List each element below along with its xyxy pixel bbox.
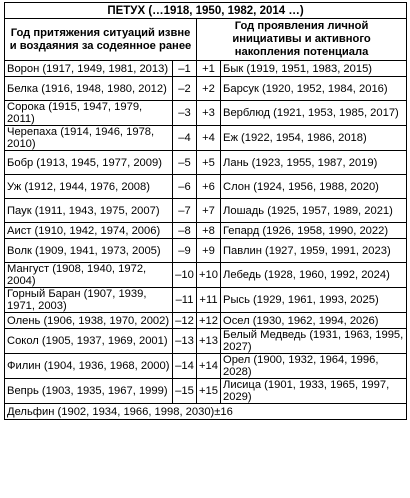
- right-animal-cell: Лисица (1901, 1933, 1965, 1997, 2029): [221, 379, 407, 404]
- minus-offset-cell: –8: [173, 223, 197, 239]
- plus-offset-cell: +1: [197, 61, 221, 77]
- minus-offset-cell: –9: [173, 239, 197, 263]
- right-animal-cell: Бык (1919, 1951, 1983, 2015): [221, 61, 407, 77]
- minus-offset-cell: –4: [173, 126, 197, 151]
- left-animal-cell: Паук (1911, 1943, 1975, 2007): [5, 199, 173, 223]
- minus-offset-cell: –1: [173, 61, 197, 77]
- table-row: [5, 101, 407, 126]
- plus-offset-cell: +9: [197, 239, 221, 263]
- table-row: [5, 77, 407, 101]
- rooster-compatibility-table: [4, 2, 407, 420]
- table-row: [5, 151, 407, 175]
- minus-offset-cell: –6: [173, 175, 197, 199]
- table-row: [5, 354, 407, 379]
- plus-offset-cell: +4: [197, 126, 221, 151]
- table-row: [5, 223, 407, 239]
- table-title: ПЕТУХ (…1918, 1950, 1982, 2014 …): [5, 3, 407, 19]
- left-animal-cell: Бобр (1913, 1945, 1977, 2009): [5, 151, 173, 175]
- right-animal-cell: Лань (1923, 1955, 1987, 2019): [221, 151, 407, 175]
- right-animal-cell: Орел (1900, 1932, 1964, 1996, 2028): [221, 354, 407, 379]
- right-column-header: Год проявления личной инициативы и активного накопления потенциала: [197, 19, 407, 61]
- left-animal-cell: Ворон (1917, 1949, 1981, 2013): [5, 61, 173, 77]
- table-row: [5, 199, 407, 223]
- minus-offset-cell: –12: [173, 313, 197, 329]
- plus-offset-cell: +3: [197, 101, 221, 126]
- right-animal-cell: Слон (1924, 1956, 1988, 2020): [221, 175, 407, 199]
- table-row: [5, 329, 407, 354]
- right-animal-cell: Верблюд (1921, 1953, 1985, 2017): [221, 101, 407, 126]
- left-animal-cell: Вепрь (1903, 1935, 1967, 1999): [5, 379, 173, 404]
- right-animal-cell: Гепард (1926, 1958, 1990, 2022): [221, 223, 407, 239]
- table-row: [5, 61, 407, 77]
- plus-offset-cell: +14: [197, 354, 221, 379]
- minus-offset-cell: –14: [173, 354, 197, 379]
- left-column-header: Год притяжения ситуаций извне и воздаяния за содеянное ранее: [5, 19, 197, 61]
- plus-offset-cell: +2: [197, 77, 221, 101]
- right-animal-cell: Лошадь (1925, 1957, 1989, 2021): [221, 199, 407, 223]
- plus-offset-cell: +5: [197, 151, 221, 175]
- table-header-row: [5, 19, 407, 61]
- right-animal-cell: Еж (1922, 1954, 1986, 2018): [221, 126, 407, 151]
- minus-offset-cell: –2: [173, 77, 197, 101]
- right-animal-cell: Осел (1930, 1962, 1994, 2026): [221, 313, 407, 329]
- left-animal-cell: Горный Баран (1907, 1939, 1971, 2003): [5, 288, 173, 313]
- table-row: [5, 263, 407, 288]
- plus-offset-cell: +13: [197, 329, 221, 354]
- plus-offset-cell: +7: [197, 199, 221, 223]
- left-animal-cell: Черепаха (1914, 1946, 1978, 2010): [5, 126, 173, 151]
- table-row: [5, 239, 407, 263]
- right-animal-cell: Рысь (1929, 1961, 1993, 2025): [221, 288, 407, 313]
- right-animal-cell: Барсук (1920, 1952, 1984, 2016): [221, 77, 407, 101]
- footer-animal-cell: Дельфин (1902, 1934, 1966, 1998, 2030)±16: [5, 404, 407, 420]
- right-animal-cell: Павлин (1927, 1959, 1991, 2023): [221, 239, 407, 263]
- minus-offset-cell: –13: [173, 329, 197, 354]
- left-animal-cell: Уж (1912, 1944, 1976, 2008): [5, 175, 173, 199]
- left-animal-cell: Волк (1909, 1941, 1973, 2005): [5, 239, 173, 263]
- minus-offset-cell: –10: [173, 263, 197, 288]
- plus-offset-cell: +15: [197, 379, 221, 404]
- right-animal-cell: Белый Медведь (1931, 1963, 1995, 2027): [221, 329, 407, 354]
- table-footer-row: [5, 404, 407, 420]
- left-animal-cell: Филин (1904, 1936, 1968, 2000): [5, 354, 173, 379]
- plus-offset-cell: +12: [197, 313, 221, 329]
- table-row: [5, 175, 407, 199]
- left-animal-cell: Белка (1916, 1948, 1980, 2012): [5, 77, 173, 101]
- minus-offset-cell: –7: [173, 199, 197, 223]
- plus-offset-cell: +10: [197, 263, 221, 288]
- plus-offset-cell: +6: [197, 175, 221, 199]
- right-animal-cell: Лебедь (1928, 1960, 1992, 2024): [221, 263, 407, 288]
- minus-offset-cell: –5: [173, 151, 197, 175]
- table-row: [5, 126, 407, 151]
- plus-offset-cell: +11: [197, 288, 221, 313]
- calendar-table-container: [4, 2, 406, 420]
- left-animal-cell: Мангуст (1908, 1940, 1972, 2004): [5, 263, 173, 288]
- minus-offset-cell: –3: [173, 101, 197, 126]
- left-animal-cell: Олень (1906, 1938, 1970, 2002): [5, 313, 173, 329]
- table-row: [5, 313, 407, 329]
- table-row: [5, 288, 407, 313]
- table-title-row: [5, 3, 407, 19]
- left-animal-cell: Сорока (1915, 1947, 1979, 2011): [5, 101, 173, 126]
- minus-offset-cell: –15: [173, 379, 197, 404]
- left-animal-cell: Аист (1910, 1942, 1974, 2006): [5, 223, 173, 239]
- table-row: [5, 379, 407, 404]
- minus-offset-cell: –11: [173, 288, 197, 313]
- left-animal-cell: Сокол (1905, 1937, 1969, 2001): [5, 329, 173, 354]
- plus-offset-cell: +8: [197, 223, 221, 239]
